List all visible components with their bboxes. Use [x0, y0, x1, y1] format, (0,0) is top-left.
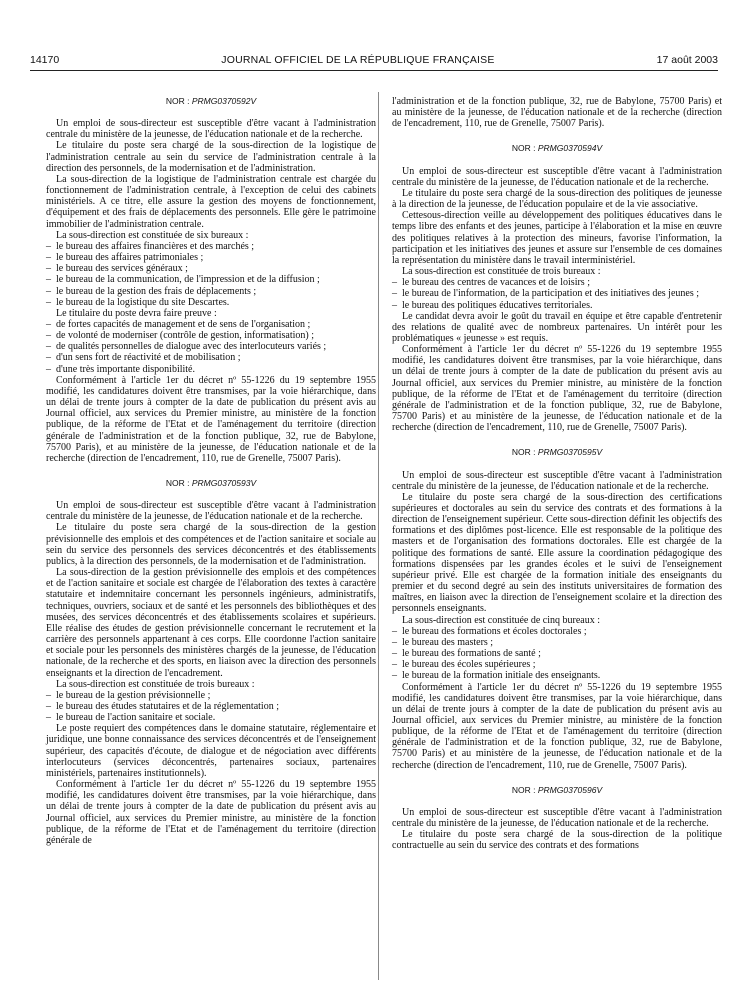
list-item: – le bureau de l'action sanitaire et sociale.: [46, 712, 376, 723]
nor-reference: [46, 478, 376, 489]
nor-label: NOR :: [165, 96, 190, 106]
list-item: – de fortes capacités de management et de sens de l'organisation ;: [46, 319, 376, 330]
notice-paragraph: Le titulaire du poste sera chargé de la sous-direction de la logistique de l'administration centrale au sein du service de l'administration centrale à la direction des personnels, de la modernisation et de l'administration.: [46, 140, 376, 174]
page-number: 14170: [30, 54, 60, 66]
notice-paragraph: Un emploi de sous-directeur est susceptible d'être vacant à l'administration centrale du ministère de la jeunesse, de l'éducation nationale et de la recherche.: [392, 165, 722, 188]
list-item: – le bureau des formations de santé ;: [392, 648, 722, 659]
right-column: [392, 96, 722, 852]
list-item: – d'un sens fort de réactivité et de mobilisation ;: [46, 352, 376, 363]
list-item: – le bureau de la formation initiale des enseignants.: [392, 670, 722, 681]
list-item: – le bureau des affaires patrimoniales ;: [46, 252, 376, 263]
continuation-paragraph: l'administration et de la fonction publique, 32, rue de Babylone, 75700 Paris) et au ministère de la jeunesse, de l'éducation nationale et de la recherche (direction de l'encadrement, 110, rue de Grenelle, 75007 Paris).: [392, 96, 722, 130]
list-item: – le bureau des politiques éducatives territoriales.: [392, 300, 722, 311]
list-item: – le bureau des études statutaires et de la réglementation ;: [46, 701, 376, 712]
nor-reference: [46, 96, 376, 107]
notice-paragraph: La sous-direction est constituée de cinq bureaux :: [402, 614, 600, 626]
notice-paragraph: Le poste requiert des compétences dans le domaine statutaire, réglementaire et juridique, une bonne connaissance des services déconcentrés et de l'enseignement supérieur, des capacités d'écoute, de dialogue et de négociation avec différents interlocuteurs (services déconcentrés, partenaires sociaux, partenaires ministériels, partenaires institutionnels).: [46, 723, 376, 779]
notice-paragraph: Conformément à l'article 1er du décret nº 55-1226 du 19 septembre 1955 modifié, les candidatures doivent être transmises, par la voie hiérarchique, dans un délai de trente jours à compter de la date de publication du présent avis au Journal officiel, aux services du Premier ministre, au ministère de la fonction publique, de la réforme de l'Etat et de l'aménagement du territoire (direction générale de l'administration et de la fonction publique, 32, rue de Babylone, 75700 Paris) et au ministère de la jeunesse, de l'éducation nationale et de la recherche (direction de l'encadrement, 110, rue de Grenelle, 75007 Paris).: [392, 681, 722, 771]
notice-paragraph: Le candidat devra avoir le goût du travail en équipe et être capable d'entretenir des relations de qualité avec de nombreux partenaires. Un intérêt pour les problématiques « jeunesse » est requis.: [392, 310, 722, 344]
left-column: [46, 96, 376, 846]
list-item: – le bureau des services généraux ;: [46, 263, 376, 274]
page-header: [30, 52, 718, 68]
list-item: – le bureau de l'information, de la participation et des initiatives des jeunes ;: [392, 288, 722, 299]
notice-paragraph: Conformément à l'article 1er du décret nº 55-1226 du 19 septembre 1955 modifié, les candidatures doivent être transmises, par la voie hiérarchique, dans un délai de trente jours à compter de la date de publication du présent avis au Journal officiel, aux services du Premier ministre, au ministère de la fonction publique, de la réforme de l'Etat et de l'aménagement du territoire (direction générale de: [46, 779, 376, 846]
list-item: – de volonté de moderniser (contrôle de gestion, informatisation) ;: [46, 330, 376, 341]
list-item: – le bureau des écoles supérieures ;: [392, 659, 722, 670]
notice-paragraph: Le titulaire du poste sera chargé de la sous-direction de la politique contractuelle au sein du service des contrats et des formations: [392, 829, 722, 852]
notice-paragraph: La sous-direction est constituée de six bureaux :: [56, 229, 249, 241]
notice-paragraph: Cettesous-direction veille au développement des politiques éducatives dans le temps libre des enfants et des jeunes, participe à l'élaboration et la mise en œuvre des politiques relatives à la protection des mineurs, favorise l'information, la participation et les initiatives des jeunes et assure sur l'ensemble de ces domaines la représentation du ministère dans le travail interministériel.: [392, 210, 722, 266]
list-item: – le bureau des formations et écoles doctorales ;: [392, 626, 722, 637]
list-item: – de qualités personnelles de dialogue avec des interlocuteurs variés ;: [46, 341, 376, 352]
notice-paragraph: Un emploi de sous-directeur est susceptible d'être vacant à l'administration centrale du ministère de la jeunesse, de l'éducation nationale et de la recherche.: [392, 806, 722, 830]
notice-paragraph: Le titulaire du poste sera chargé de la sous-direction des politiques de jeunesse à la direction de la jeunesse, de l'éducation populaire et de la vie associative.: [392, 187, 722, 211]
nor-reference: [392, 785, 722, 796]
publication-date: 17 août 2003: [656, 54, 718, 66]
notice-paragraph: La sous-direction de la logistique de l'administration centrale est chargée du fonctionnement de l'administration centrale, à l'exception de celui des cabinets ministériels. A ce titre, elle assure la gestion des moyens de fonctionnement, d'équipement et des frais de déplacements des personnels. Elle gère le patrimoine immobilier de l'administration centrale.: [46, 173, 376, 230]
header-rule: [30, 70, 718, 71]
notice-paragraph: Conformément à l'article 1er du décret nº 55-1226 du 19 septembre 1955 modifié, les candidatures doivent être transmises, par la voie hiérarchique, dans un délai de trente jours à compter de la date de publication du présent avis au Journal officiel, aux services du Premier ministre, au ministère de la fonction publique, de la réforme de l'Etat et de l'aménagement du territoire (direction générale de l'administration et de la fonction publique, 32, rue de Babylone, 75700 Paris) et au ministère de la jeunesse, de l'éducation nationale et de la recherche (direction de l'encadrement, 110, rue de Grenelle, 75007 Paris).: [392, 344, 722, 434]
list-item: – le bureau des masters ;: [392, 637, 722, 648]
notice-paragraph: Un emploi de sous-directeur est susceptible d'être vacant à l'administration centrale du ministère de la jeunesse, de l'éducation nationale et de la recherche.: [392, 469, 722, 492]
nor-label: NOR :: [511, 143, 536, 154]
nor-code: PRMG0370593V: [191, 478, 257, 488]
notice-paragraph: Le titulaire du poste sera chargé de la sous-direction de la gestion prévisionnelle des emplois et des compétences et de l'action sanitaire et sociale au sein du service des personnels des services déconcentrés et des établissements publics, à la direction des personnels, de la modernisation et de l'administration.: [46, 522, 376, 567]
list-item: – le bureau de la gestion des frais de déplacements ;: [46, 286, 376, 297]
notice-paragraph: Conformément à l'article 1er du décret nº 55-1226 du 19 septembre 1955 modifié, les candidatures doivent être transmises, par la voie hiérarchique, dans un délai de trente jours à compter de la date de publication du présent avis au Journal officiel, aux services du Premier ministre, au ministère de la fonction publique, de la réforme de l'Etat et de l'aménagement du territoire (direction générale de l'administration et de la fonction publique, 32, rue de Babylone, 75700 Paris), et au ministère de la jeunesse, de l'éducation nationale et de la recherche (direction de l'encadrement, 110, rue de Grenelle, 75007 Paris).: [46, 374, 376, 464]
list-item: – le bureau des affaires financières et des marchés ;: [46, 241, 376, 252]
nor-reference: [392, 143, 722, 154]
notice-paragraph: Un emploi de sous-directeur est susceptible d'être vacant à l'administration centrale du ministère de la jeunesse, de l'éducation nationale et de la recherche.: [46, 500, 376, 523]
notice-paragraph: La sous-direction est constituée de trois bureaux :: [56, 678, 255, 690]
list-item: – le bureau des centres de vacances et de loisirs ;: [392, 277, 722, 288]
notice-paragraph: Le titulaire du poste sera chargé de la sous-direction des certifications supérieures et doctorales au sein du service des contrats et des formations à la direction de l'enseignement supérieur. Cette sous-direction définit les objectifs des formations et des diplômes post-licence. Elle est responsable de la politique des masters et de l'organisation des formations doctorales. Elle est chargée de la politique des formations de santé. Elle assure la coordination pédagogique des formations dispensées par les grandes écoles et le suivi de l'enseignement supérieur privé. Elle est chargée de la formation initiale des enseignants du premier et du second degré au sein des instituts universitaires de formation des maîtres, en liaison avec la direction de l'enseignement scolaire et la direction des personnels enseignants.: [392, 491, 722, 615]
nor-code: PRMG0370596V: [537, 784, 603, 795]
nor-code: PRMG0370594V: [537, 143, 603, 154]
list-item: – d'une très importante disponibilité.: [46, 364, 376, 375]
nor-label: NOR :: [511, 784, 536, 795]
list-item: – le bureau de la gestion prévisionnelle ;: [46, 690, 376, 701]
nor-label: NOR :: [511, 447, 536, 458]
nor-label: NOR :: [165, 478, 190, 488]
notice-paragraph: La sous-direction de la gestion prévisionnelle des emplois et des compétences et de l'action sanitaire et sociale est chargée de l'élaboration des textes à caractère statutaire et indemnitaire concernant les personnels ingénieurs, administratifs, techniques, ouvriers, sociaux et de santé et les personnels des bibliothèques et des musées, des services déconcentrés et des établissements scolaires et supérieurs. Elle réalise des études de gestion prévisionnelle concernant le recrutement et la carrière des personnels appartenant à ces corps. Elle coordonne l'action sanitaire et sociale pour les personnels des ministères chargés de la jeunesse, de l'éducation nationale, de la recherche et des sports, en liaison avec la direction des personnels enseignants et la direction de l'encadrement.: [46, 567, 376, 679]
list-item: – le bureau de la logistique du site Descartes.: [46, 297, 376, 308]
journal-title: JOURNAL OFFICIEL DE LA RÉPUBLIQUE FRANÇAISE: [221, 54, 495, 66]
notice-paragraph: La sous-direction est constituée de trois bureaux :: [402, 266, 601, 278]
notice-paragraph: Un emploi de sous-directeur est susceptible d'être vacant à l'administration centrale du ministère de la jeunesse, de l'éducation nationale et de la recherche.: [46, 118, 376, 141]
nor-code: PRMG0370592V: [191, 96, 257, 106]
list-item: – le bureau de la communication, de l'impression et de la diffusion ;: [46, 274, 376, 285]
nor-reference: [392, 447, 722, 458]
nor-code: PRMG0370595V: [537, 447, 603, 458]
notice-paragraph: Le titulaire du poste devra faire preuve :: [56, 307, 217, 319]
column-divider: [378, 92, 379, 980]
